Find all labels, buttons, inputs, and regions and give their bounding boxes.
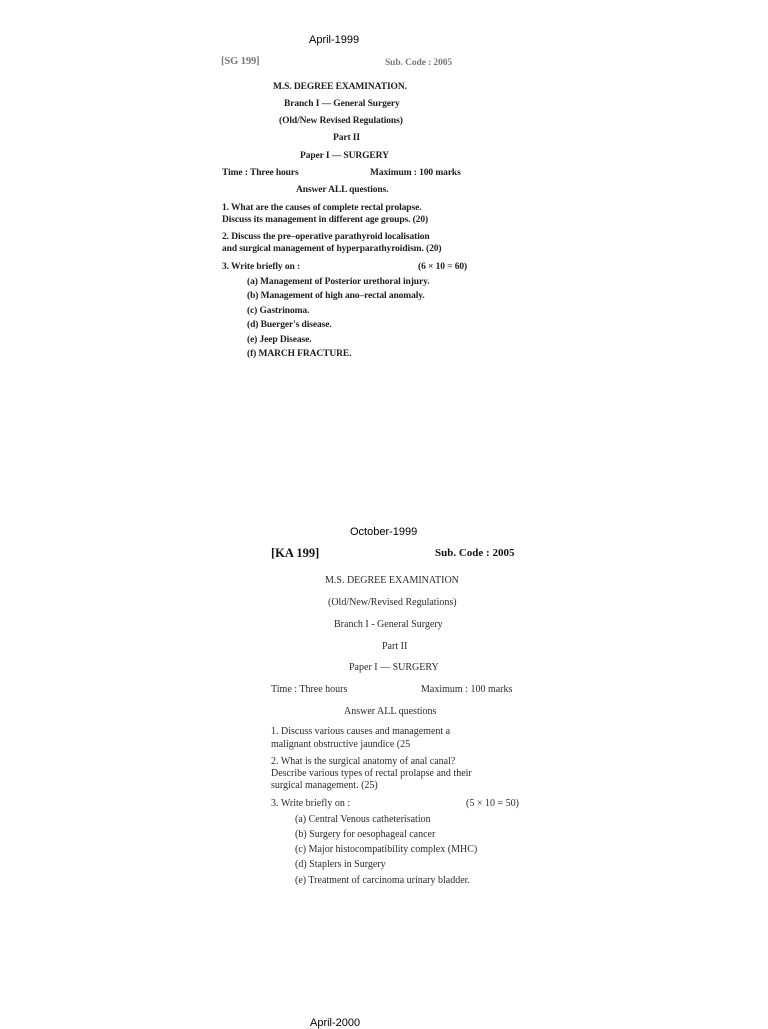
question-3-item: (f) MARCH FRACTURE. bbox=[247, 349, 352, 359]
part: Part II bbox=[333, 133, 361, 143]
paper-title: Paper I — SURGERY bbox=[349, 662, 439, 673]
exam-title: M.S. DEGREE EXAMINATION. bbox=[273, 82, 407, 92]
date-heading-october-1999: October-1999 bbox=[350, 526, 418, 538]
subject-code: Sub. Code : 2005 bbox=[385, 58, 453, 68]
time-allowed: Time : Three hours bbox=[271, 684, 348, 695]
paper-code: [SG 199] bbox=[221, 56, 260, 67]
regulations: (Old/New Revised Regulations) bbox=[279, 116, 403, 126]
question-3-item: (c) Gastrinoma. bbox=[247, 306, 310, 316]
instruction: Answer ALL questions. bbox=[296, 185, 389, 195]
branch: Branch I - General Surgery bbox=[334, 619, 443, 630]
question-3-item: (e) Treatment of carcinoma urinary bladder. bbox=[295, 875, 470, 886]
question-3-item: (d) Buerger's disease. bbox=[247, 320, 332, 330]
question-1-line-1: 1. Discuss various causes and management a bbox=[271, 726, 451, 737]
question-2-line-2: Describe various types of rectal prolapse and their bbox=[271, 768, 472, 779]
question-3-marks: (5 × 10 = 50) bbox=[466, 798, 519, 809]
maximum-marks: Maximum : 100 marks bbox=[370, 168, 461, 178]
question-3-item: (e) Jeep Disease. bbox=[247, 335, 312, 345]
branch: Branch I — General Surgery bbox=[284, 99, 400, 109]
maximum-marks: Maximum : 100 marks bbox=[421, 684, 513, 695]
subject-code: Sub. Code : 2005 bbox=[435, 547, 515, 559]
question-2-line-1: 2. Discuss the pre–operative parathyroid localisation bbox=[222, 232, 430, 242]
question-3-item: (d) Staplers in Surgery bbox=[295, 859, 386, 870]
part: Part II bbox=[382, 641, 408, 652]
date-heading-april-1999: April-1999 bbox=[309, 34, 360, 46]
paper-code: [KA 199] bbox=[271, 546, 320, 560]
question-3-item: (a) Central Venous catheterisation bbox=[295, 814, 431, 825]
question-1-line-2: Discuss its management in different age groups. (20) bbox=[222, 215, 429, 225]
instruction: Answer ALL questions bbox=[344, 706, 437, 717]
question-3-item: (a) Management of Posterior urethoral injury. bbox=[247, 277, 430, 287]
question-3-marks: (6 × 10 = 60) bbox=[418, 262, 468, 272]
question-3-label: 3. Write briefly on : bbox=[271, 798, 351, 809]
question-1-line-2: malignant obstructive jaundice (25 bbox=[271, 739, 411, 750]
question-3-item: (c) Major histocompatibility complex (MHC) bbox=[295, 844, 478, 855]
question-2-line-2: and surgical management of hyperparathyroidism. (20) bbox=[222, 244, 442, 254]
question-2-line-3: surgical management. (25) bbox=[271, 780, 378, 791]
question-1-line-1: 1. What are the causes of complete rectal prolapse. bbox=[222, 203, 422, 213]
question-3-item: (b) Management of high ano–rectal anomaly. bbox=[247, 291, 425, 301]
question-2-line-1: 2. What is the surgical anatomy of anal canal? bbox=[271, 756, 456, 767]
question-3-item: (b) Surgery for oesophageal cancer bbox=[295, 829, 436, 840]
exam-title: M.S. DEGREE EXAMINATION bbox=[325, 575, 459, 586]
date-heading-april-2000: April-2000 bbox=[310, 1017, 361, 1029]
regulations: (Old/New/Revised Regulations) bbox=[328, 597, 457, 608]
time-allowed: Time : Three hours bbox=[222, 168, 299, 178]
question-3-label: 3. Write briefly on : bbox=[222, 262, 301, 272]
paper-title: Paper I — SURGERY bbox=[300, 151, 389, 161]
